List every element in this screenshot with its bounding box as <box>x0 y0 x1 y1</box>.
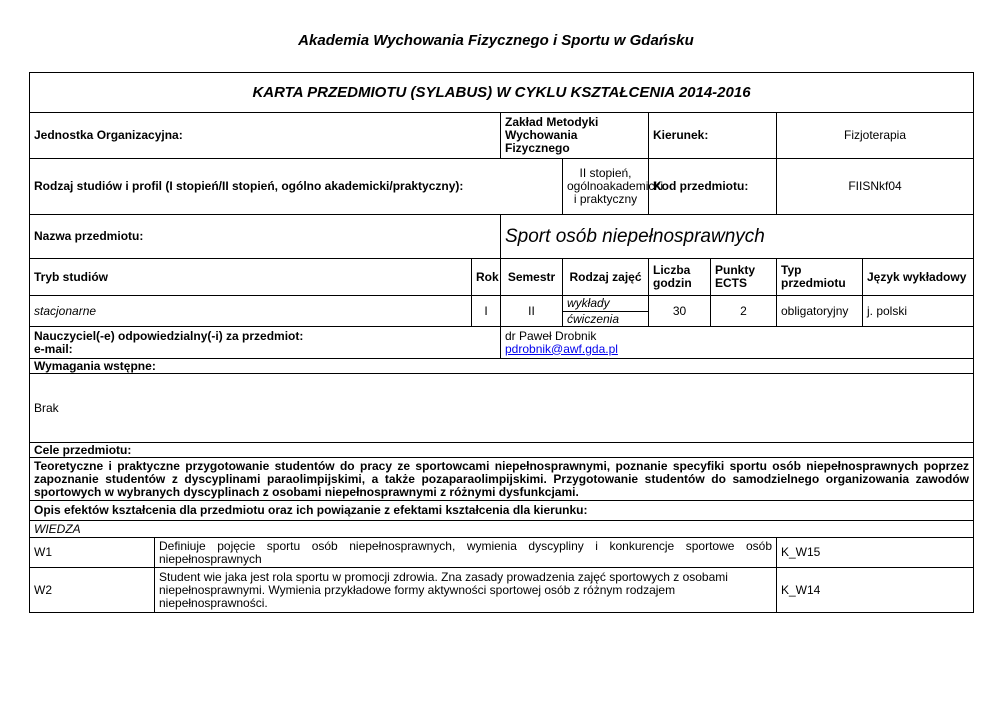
class-lectures: wykłady <box>563 296 649 312</box>
unit-value: Zakład Metodyki Wychowania Fizycznego <box>501 113 649 159</box>
outcome-text: Definiuje pojęcie sportu osób niepełnosprawnych, wymienia dyscypliny i konkurencje sportowe osób niepełnosprawnych <box>155 538 777 568</box>
outcome-code: W1 <box>30 538 155 568</box>
teacher-label-cell <box>30 327 501 359</box>
col-year: Rok <box>472 259 501 296</box>
course-code-value: FIISNkf04 <box>777 159 974 215</box>
col-mode: Tryb studiów <box>30 259 472 296</box>
teacher-name: dr Paweł Drobnik <box>505 328 597 343</box>
lang-value: j. polski <box>863 296 974 327</box>
class-exercises: ćwiczenia <box>563 312 649 327</box>
goals-text: Teoretyczne i praktyczne przygotowanie studentów do pracy ze sportowcami niepełnosprawnymi, poznanie specyfiki sportu osób niepełnosprawnych poprzez zapoznanie studentów z dyscyplinami paraolimpijskimi, a także pozaparaolimpijskimi. Przygotowanie studentów do samodzielnego organizowania zawodów sportowych w wybranych dyscyplinach z osobami niepełnosprawnymi z różnymi dysfunkcjami. <box>30 458 974 501</box>
outcomes-section: WIEDZA <box>30 521 974 538</box>
study-type-label: Rodzaj studiów i profil (I stopień/II stopień, ogólno akademicki/praktyczny): <box>30 159 563 215</box>
syllabus-card <box>29 72 973 613</box>
year-value: I <box>472 296 501 327</box>
teacher-label: Nauczyciel(-e) odpowiedzialny(-i) za przedmiot: <box>34 328 304 343</box>
field-label: Kierunek: <box>649 113 777 159</box>
email-label: e-mail: <box>34 341 73 356</box>
card-title: KARTA PRZEDMIOTU (SYLABUS) W CYKLU KSZTAŁCENIA 2014-2016 <box>30 73 974 113</box>
outcomes-label: Opis efektów kształcenia dla przedmiotu oraz ich powiązanie z efektami kształcenia dla kierunku: <box>30 501 974 521</box>
ects-value: 2 <box>711 296 777 327</box>
col-semester: Semestr <box>501 259 563 296</box>
hours-value: 30 <box>649 296 711 327</box>
outcome-code: W2 <box>30 568 155 613</box>
semester-value: II <box>501 296 563 327</box>
col-hours: Liczba godzin <box>649 259 711 296</box>
col-classes: Rodzaj zajęć <box>563 259 649 296</box>
teacher-value-cell <box>501 327 974 359</box>
outcome-text: Student wie jaka jest rola sportu w promocji zdrowia. Zna zasady prowadzenia zajęć sportowych z osobami niepełnosprawnymi. Wymienia przykładowe formy aktywności sportowej osób z różnym rodzajem niepełnosprawności. <box>155 568 777 613</box>
goals-label: Cele przedmiotu: <box>30 443 974 458</box>
subject-name: Sport osób niepełnosprawnych <box>501 215 974 259</box>
study-mode: stacjonarne <box>30 296 472 327</box>
col-ects: Punkty ECTS <box>711 259 777 296</box>
unit-label: Jednostka Organizacyjna: <box>30 113 501 159</box>
type-value: obligatoryjny <box>777 296 863 327</box>
outcome-ref: K_W14 <box>777 568 974 613</box>
requirements-value: Brak <box>30 374 974 443</box>
field-value: Fizjoterapia <box>777 113 974 159</box>
subject-label: Nazwa przedmiotu: <box>30 215 501 259</box>
outcome-ref: K_W15 <box>777 538 974 568</box>
institution-header: Akademia Wychowania Fizycznego i Sportu w Gdańsku <box>298 32 694 49</box>
study-type-value: II stopień, ogólnoakademicki i praktyczny <box>563 159 649 215</box>
requirements-label: Wymagania wstępne: <box>30 359 974 374</box>
col-lang: Język wykładowy <box>863 259 974 296</box>
teacher-email-link[interactable]: pdrobnik@awf.gda.pl <box>505 341 618 356</box>
col-type: Typ przedmiotu <box>777 259 863 296</box>
course-code-label: Kod przedmiotu: <box>649 159 777 215</box>
